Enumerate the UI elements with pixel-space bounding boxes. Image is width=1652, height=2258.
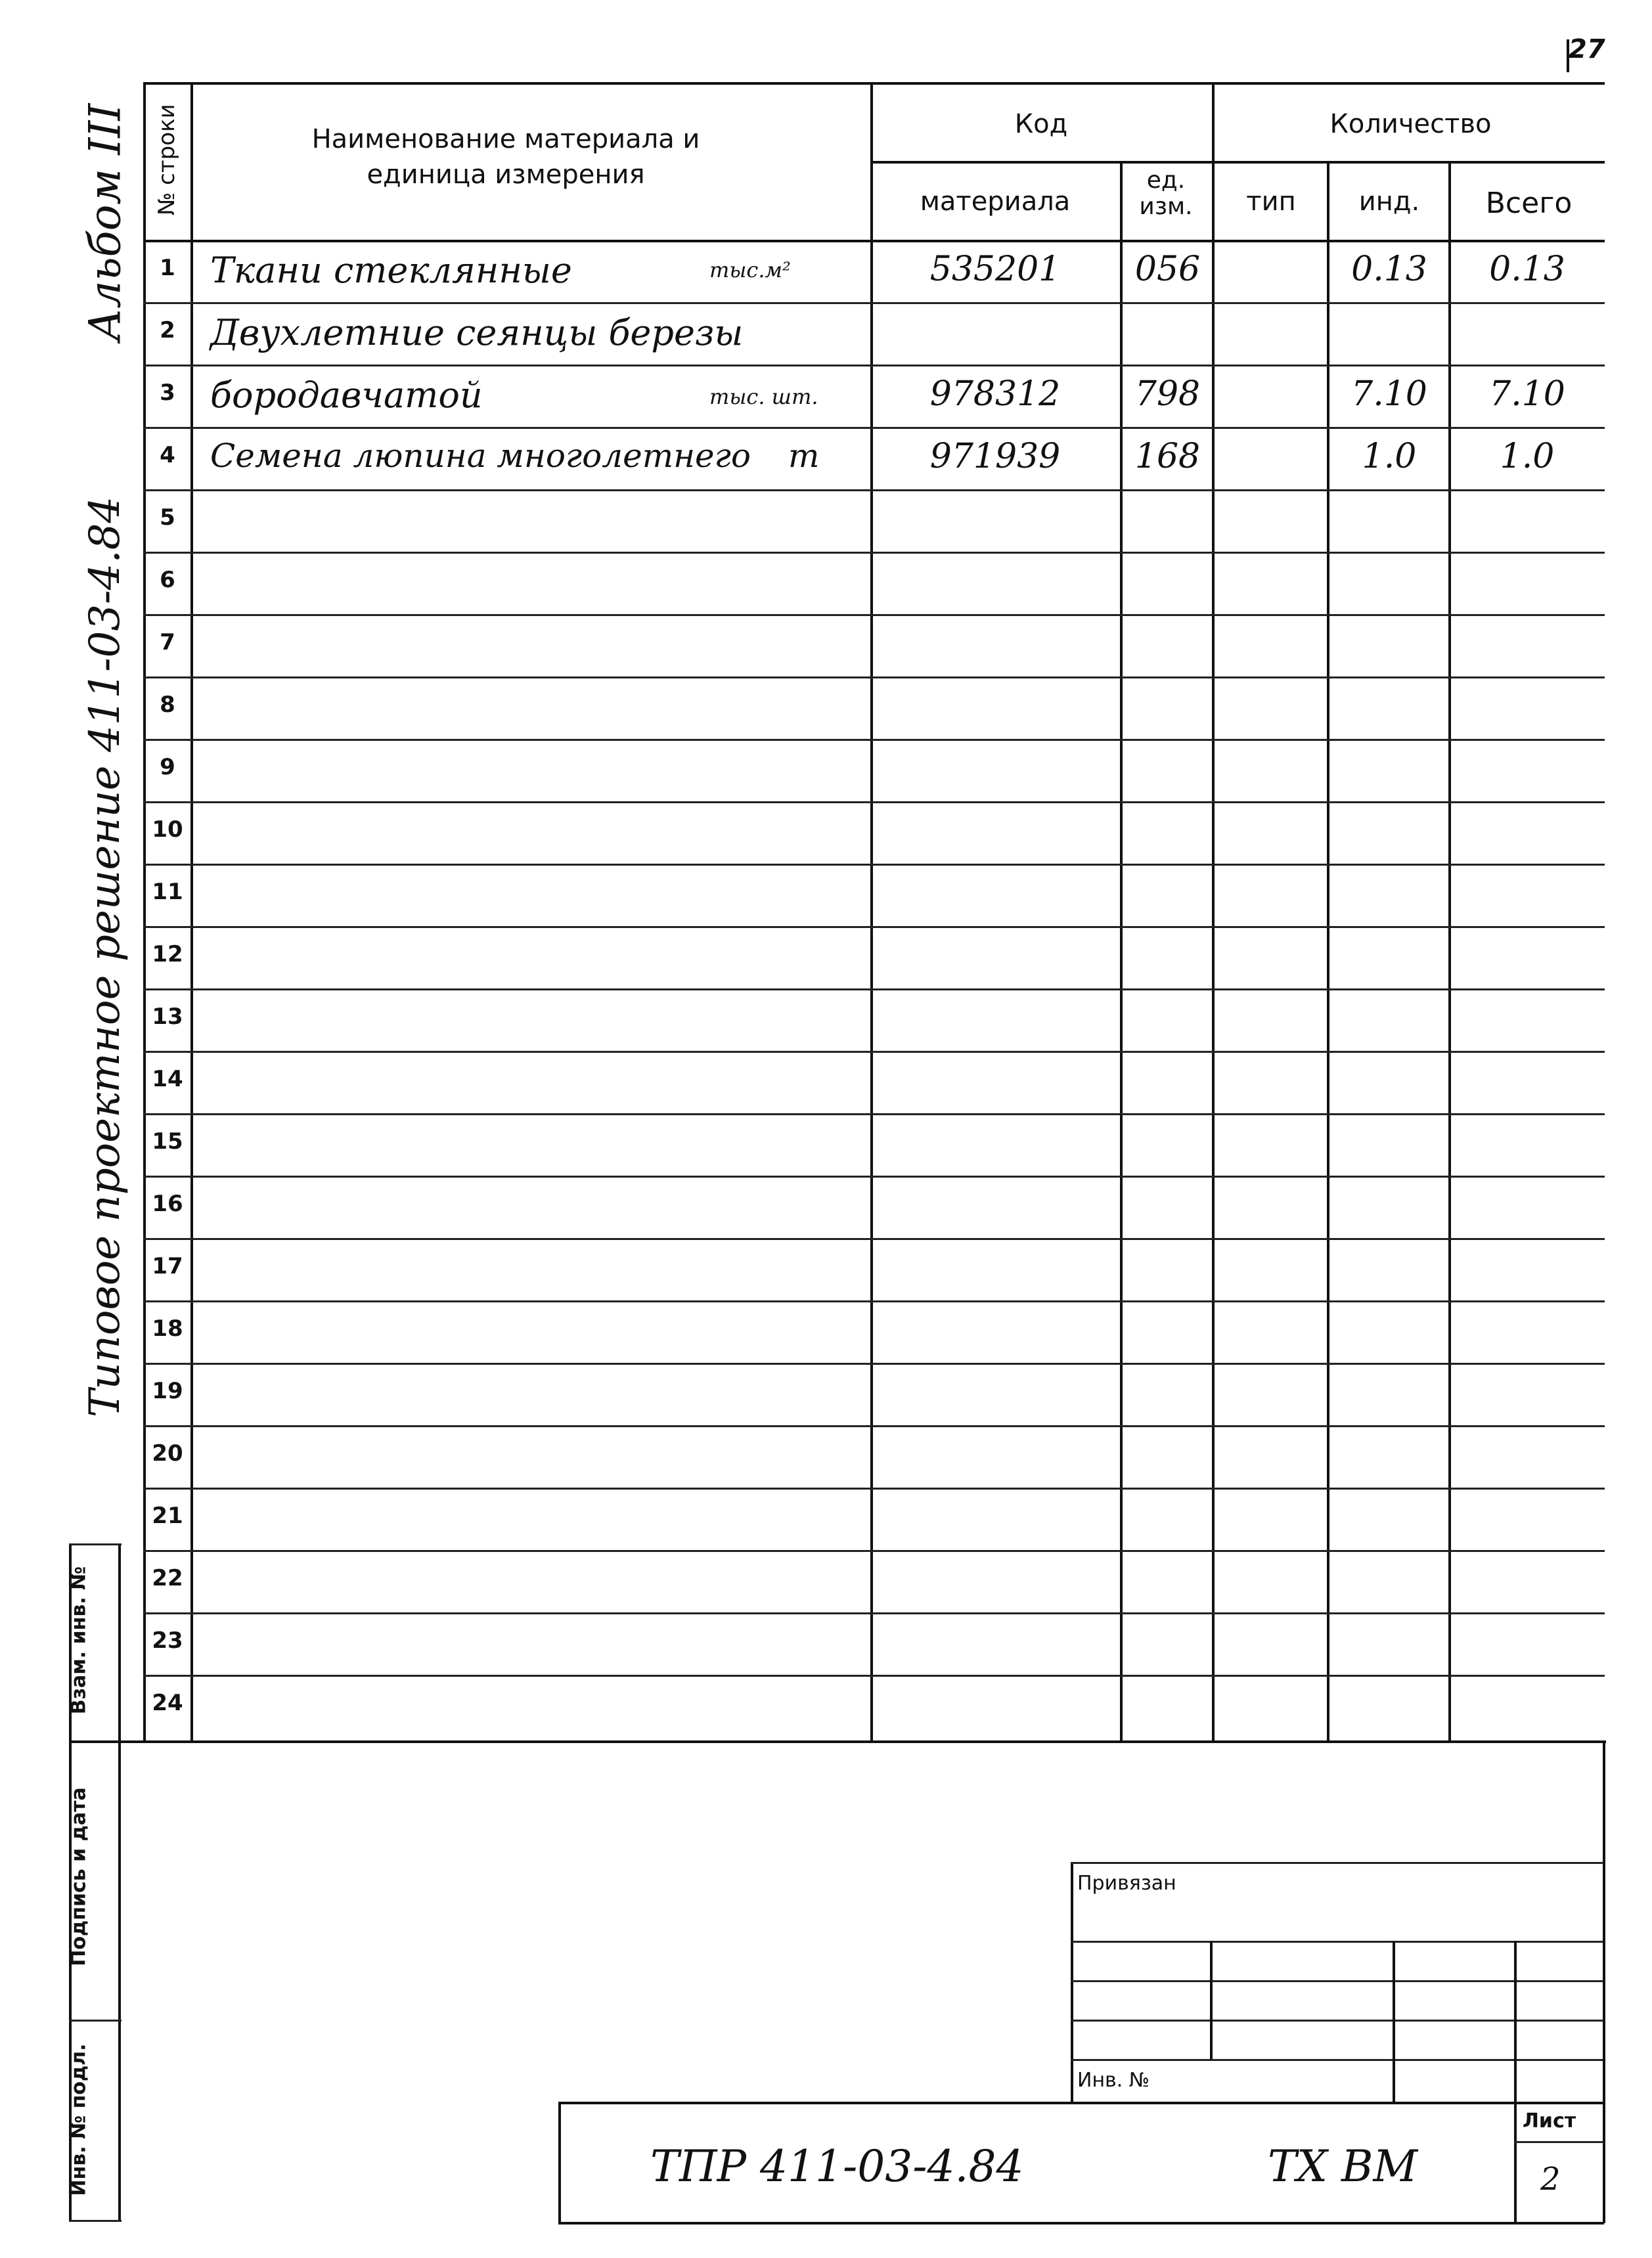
row-line-22 [143, 1612, 1605, 1614]
privyazan-line-3 [1071, 2020, 1603, 2022]
row-line-16 [143, 1238, 1605, 1240]
side-stamp-line-mid [69, 2020, 122, 2022]
privyazan-line-4 [1071, 2059, 1603, 2061]
row-line-17 [143, 1300, 1605, 1302]
row-number: 7 [160, 629, 175, 655]
side-stamp-vzam: Взам. инв. № [67, 1566, 91, 1715]
row-line-18 [143, 1363, 1605, 1365]
material-code: 971939 [929, 437, 1061, 476]
qty-ind: 0.13 [1351, 250, 1427, 289]
side-stamp-line-top [69, 1543, 122, 1545]
row-line-9 [143, 801, 1605, 803]
material-unit: тыс.м² [709, 257, 791, 282]
page-number: 27 [1569, 34, 1605, 64]
header-name: Наименование материала и единица измерения [311, 124, 700, 190]
row-number: 11 [152, 879, 183, 905]
qty-ind: 1.0 [1362, 437, 1417, 476]
qty-ind: 7.10 [1351, 374, 1427, 414]
row-line-5 [143, 552, 1605, 554]
row-number: 16 [152, 1191, 183, 1217]
page-number-tick [1567, 39, 1569, 72]
row-line-2 [143, 365, 1605, 366]
header-row-no: № строки [154, 104, 180, 215]
row-line-15 [143, 1176, 1605, 1178]
qty-total: 1.0 [1500, 437, 1555, 476]
row-line-21 [143, 1550, 1605, 1552]
header-bottom-rule [143, 240, 1605, 242]
row-line-6 [143, 614, 1605, 616]
row-number: 18 [152, 1316, 183, 1342]
privyazan-line-2 [1071, 1980, 1603, 1982]
header-qty-ind: инд. [1358, 187, 1420, 217]
privyazan-label: Привязан [1077, 1872, 1176, 1895]
row-number: 22 [152, 1565, 183, 1591]
side-stamp-line-bottom [69, 2220, 122, 2222]
row-line-19 [143, 1425, 1605, 1427]
material-name: Ткани стеклянные [210, 250, 572, 291]
row-number: 15 [152, 1128, 183, 1155]
row-number: 19 [152, 1378, 183, 1404]
row-number: 13 [152, 1004, 183, 1030]
col-divider-code [1120, 161, 1123, 1740]
sheet-line [1514, 2141, 1604, 2143]
row-line-20 [143, 1488, 1605, 1490]
side-stamp-divider [118, 1543, 121, 2220]
stamp-bottom-rule [558, 2222, 1604, 2225]
row-number: 6 [160, 567, 175, 593]
sheet-divider [1514, 2102, 1517, 2223]
material-code: 978312 [929, 374, 1061, 414]
row-number: 12 [152, 941, 183, 967]
side-stamp-inv: Инв. № подл. [67, 2043, 91, 2196]
row-number: 21 [152, 1503, 183, 1529]
row-number: 5 [160, 504, 175, 531]
sheet-label: Лист [1523, 2110, 1576, 2133]
row-number: 17 [152, 1253, 183, 1279]
row-line-13 [143, 1051, 1605, 1053]
doc-code: ТПР 411-03-4.84 [650, 2141, 1024, 2192]
col-divider-unit [1212, 82, 1215, 1740]
row-number: 4 [160, 442, 175, 468]
header-code-material: материала [920, 187, 1071, 217]
row-number: 2 [160, 317, 175, 343]
header-top-rule [143, 82, 1605, 85]
side-stamp-podpis: Подпись и дата [67, 1787, 91, 1966]
header-code-unit: ед. изм. [1139, 167, 1193, 220]
stamp-left-border [558, 2102, 561, 2223]
col-divider-rowno [190, 82, 193, 1740]
row-number: 8 [160, 692, 175, 718]
row-line-14 [143, 1113, 1605, 1115]
material-name: Двухлетние сеянцы березы [210, 312, 744, 353]
binding-album: Альбом III [79, 103, 131, 342]
unit-code: 798 [1134, 374, 1201, 414]
inv-no-label: Инв. № [1077, 2069, 1150, 2092]
header-qty-total: Всего [1485, 187, 1573, 220]
row-number: 14 [152, 1066, 183, 1092]
row-line-1 [143, 302, 1605, 304]
qty-total: 7.10 [1489, 374, 1565, 414]
row-number: 1 [160, 255, 175, 281]
row-line-4 [143, 489, 1605, 491]
unit-code: 056 [1134, 250, 1201, 289]
binding-project: Типовое проектное решение 411-03-4.84 [81, 496, 129, 1418]
material-name: Семена люпина многолетнего [210, 437, 751, 475]
material-unit: т [788, 437, 820, 475]
stamp-top-rule [558, 2102, 1604, 2104]
row-number: 9 [160, 754, 175, 780]
unit-code: 168 [1134, 437, 1201, 476]
row-number: 23 [152, 1627, 183, 1654]
material-code: 535201 [929, 250, 1061, 289]
col-divider-ind [1448, 161, 1451, 1740]
header-mid-rule [870, 161, 1605, 164]
row-line-3 [143, 427, 1605, 429]
privyazan-top-rule [1071, 1862, 1603, 1864]
privyazan-col-3 [1514, 1941, 1517, 2102]
row-number: 24 [152, 1690, 183, 1716]
row-line-11 [143, 926, 1605, 928]
privyazan-line-1 [1071, 1941, 1603, 1943]
row-line-23 [143, 1675, 1605, 1677]
row-line-10 [143, 864, 1605, 866]
row-number: 10 [152, 816, 183, 843]
row-number: 3 [160, 380, 175, 406]
qty-total: 0.13 [1489, 250, 1565, 289]
material-name: бородавчатой [210, 374, 483, 416]
header-code-group: Код [1014, 109, 1068, 139]
sheet-number: 2 [1540, 2161, 1561, 2198]
page-right-border [1603, 1740, 1605, 2223]
header-qty-typ: тип [1246, 187, 1296, 217]
row-line-7 [143, 676, 1605, 678]
col-divider-typ [1327, 161, 1329, 1740]
header-qty-group: Количество [1329, 109, 1492, 139]
row-line-8 [143, 739, 1605, 741]
privyazan-col-1 [1210, 1941, 1213, 2059]
material-unit: тыс. шт. [709, 384, 818, 409]
table-bottom-rule [69, 1740, 1606, 1743]
row-number: 20 [152, 1440, 183, 1467]
doc-mark: ТХ ВМ [1268, 2141, 1418, 2192]
col-divider-name [870, 82, 873, 1740]
privyazan-col-2 [1393, 1941, 1395, 2102]
row-line-12 [143, 988, 1605, 990]
